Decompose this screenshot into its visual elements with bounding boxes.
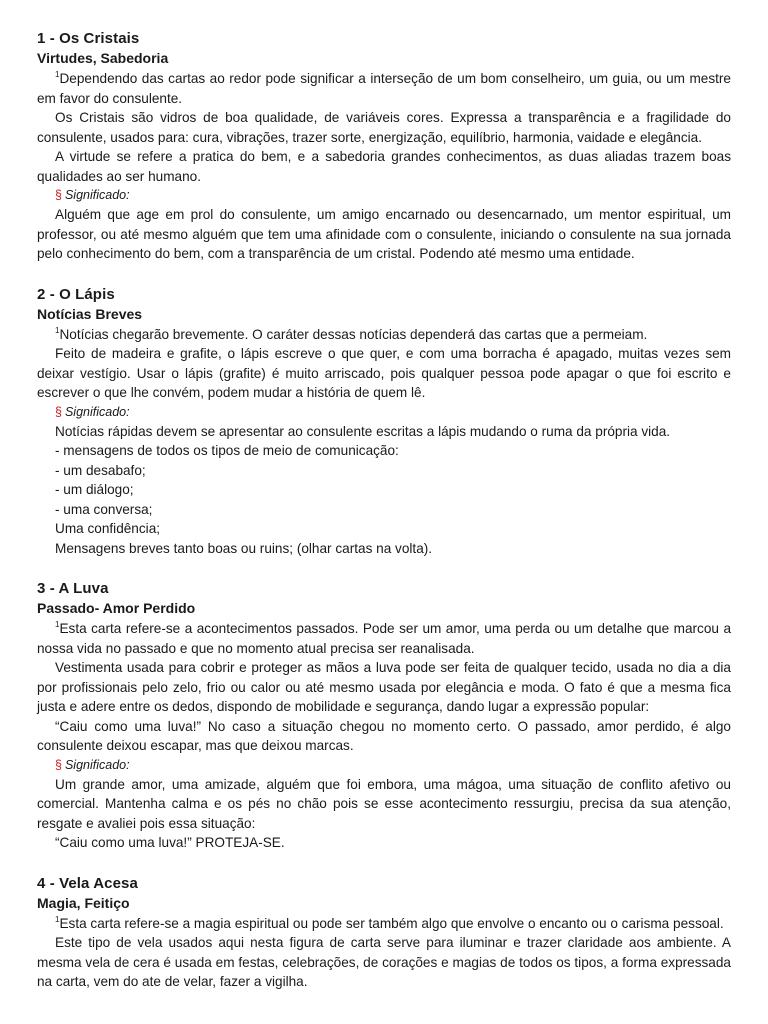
list-item: Mensagens breves tanto boas ou ruins; (olhar cartas na volta). — [55, 540, 433, 556]
significado-text: Notícias rápidas devem se apresentar ao consulente escritas a lápis mudando o ruma da própria vida. — [55, 423, 671, 439]
significado-label: § Significado: — [55, 404, 130, 419]
section-title: 3 - A Luva — [37, 580, 109, 597]
section-title: 1 - Os Cristais — [37, 30, 140, 47]
paragraph: Feito de madeira e grafite, o lápis escreve o que quer, e com uma borracha é apagado, muitas vezes sem deixar vestígio. Usar o lápis (grafite) é muito arriscado, pois qualquer pessoa pode apagar o que foi escrito e escrever o que lhe convém, podem mudar a história de quem lê. — [37, 346, 731, 400]
section-title: 4 - Vela Acesa — [37, 874, 138, 892]
section-subtitle: Virtudes, Sabedoria — [37, 50, 169, 66]
section-sign-icon: § — [55, 757, 62, 772]
significado-label: § Significado: — [55, 757, 130, 772]
list-item: Uma confidência; — [55, 521, 161, 536]
paragraph: A virtude se refere a pratica do bem, e a sabedoria grandes conhecimentos, as duas aliadas trazem boas qualidades ao ser humano. — [37, 149, 731, 184]
section-o-lapis — [37, 284, 731, 559]
significado-text: Um grande amor, uma amizade, alguém que foi embora, uma mágoa, uma situação de conflito afetivo ou comercial. Mantenha calma e os pés no chão pois se esse acontecimento ressurgiu, precisa da sua atenção, resgate e avaliei pois essa situação: — [37, 776, 731, 831]
paragraph: $^1$Dependendo das cartas ao redor pode significar a interseção de um bom conselheiro, um guia, ou um mestre em favor do consulente. — [37, 70, 731, 106]
paragraph: $^1$Notícias chegarão brevemente. O caráter dessas notícias dependerá das cartas que a permeiam. — [55, 325, 648, 342]
footnote-mark: 1 — [55, 325, 60, 335]
paragraph: Vestimenta usada para cobrir e proteger as mãos a luva pode ser feita de qualquer tecido, usada no dia a dia por profissionais pelo zelo, frio ou calor ou até mesmo usada por elegância e moda. O fato é que a mesma fica justa e adere entre os dedos, dispondo de mobilidade e segurança, dando lugar a expressão popular: — [37, 660, 731, 714]
section-subtitle: Passado- Amor Perdido — [37, 600, 196, 616]
list-item: - uma conversa; — [55, 501, 153, 517]
section-os-cristais — [37, 28, 731, 264]
section-sign-icon: § — [55, 404, 62, 419]
section-a-luva — [37, 578, 731, 853]
footnote-mark: 1 — [55, 70, 60, 79]
list-item: - mensagens de todos os tipos de meio de comunicação: — [55, 443, 399, 458]
closing-text: “Caiu como uma luva!” PROTEJA-SE. — [55, 835, 285, 850]
significado-label: § Significado: — [55, 188, 130, 202]
significado-text: Alguém que age em prol do consulente, um amigo encarnado ou desencarnado, um mentor espiritual, um professor, ou até mesmo alguém que tem uma afinidade com o consulente, iniciando o consulente na sua jornada pelo conhecimento do bem, com a transparência de um cristal. Podendo até mesmo uma entidade. — [37, 207, 731, 261]
paragraph: $^1$Esta carta refere-se a magia espiritual ou pode ser também algo que envolve o encanto ou o carisma pessoal. — [55, 914, 724, 931]
footnote-mark: 1 — [55, 620, 60, 629]
paragraph: Este tipo de vela usados aqui nesta figura de carta serve para iluminar e trazer claridade aos ambiente. A mesma vela de cera é usada em festas, celebrações, de corações e magias de todos os tipos, a forma expressada na carta, vem do ate de velar, fazer a vigilha. — [37, 935, 731, 989]
section-subtitle: Magia, Feitiço — [37, 894, 130, 911]
section-title: 2 - O Lápis — [37, 285, 115, 303]
paragraph: Os Cristais são vidros de boa qualidade, de variáveis cores. Expressa a transparência e a fragilidade do consulente, usados para: cura, vibrações, trazer sorte, energização, equilíbrio, harmonia, vaidade e elegância. — [37, 110, 731, 145]
paragraph: $^1$Esta carta refere-se a acontecimentos passados. Pode ser um amor, uma perda ou um detalhe que marcou a nossa vida no passado e que no momento atual precisa ser reanalisada. — [37, 620, 731, 656]
section-vela-acesa — [37, 873, 731, 992]
paragraph: “Caiu como uma luva!” No caso a situação chegou no momento certo. O passado, amor perdido, é algo consulente deixou escapar, mas que deixou marcas. — [37, 718, 731, 753]
section-sign-icon: § — [55, 188, 62, 202]
footnote-mark: 1 — [55, 914, 60, 924]
section-subtitle: Notícias Breves — [37, 305, 143, 322]
list-item: - um diálogo; — [55, 482, 134, 497]
list-item: - um desabafo; — [55, 462, 146, 478]
